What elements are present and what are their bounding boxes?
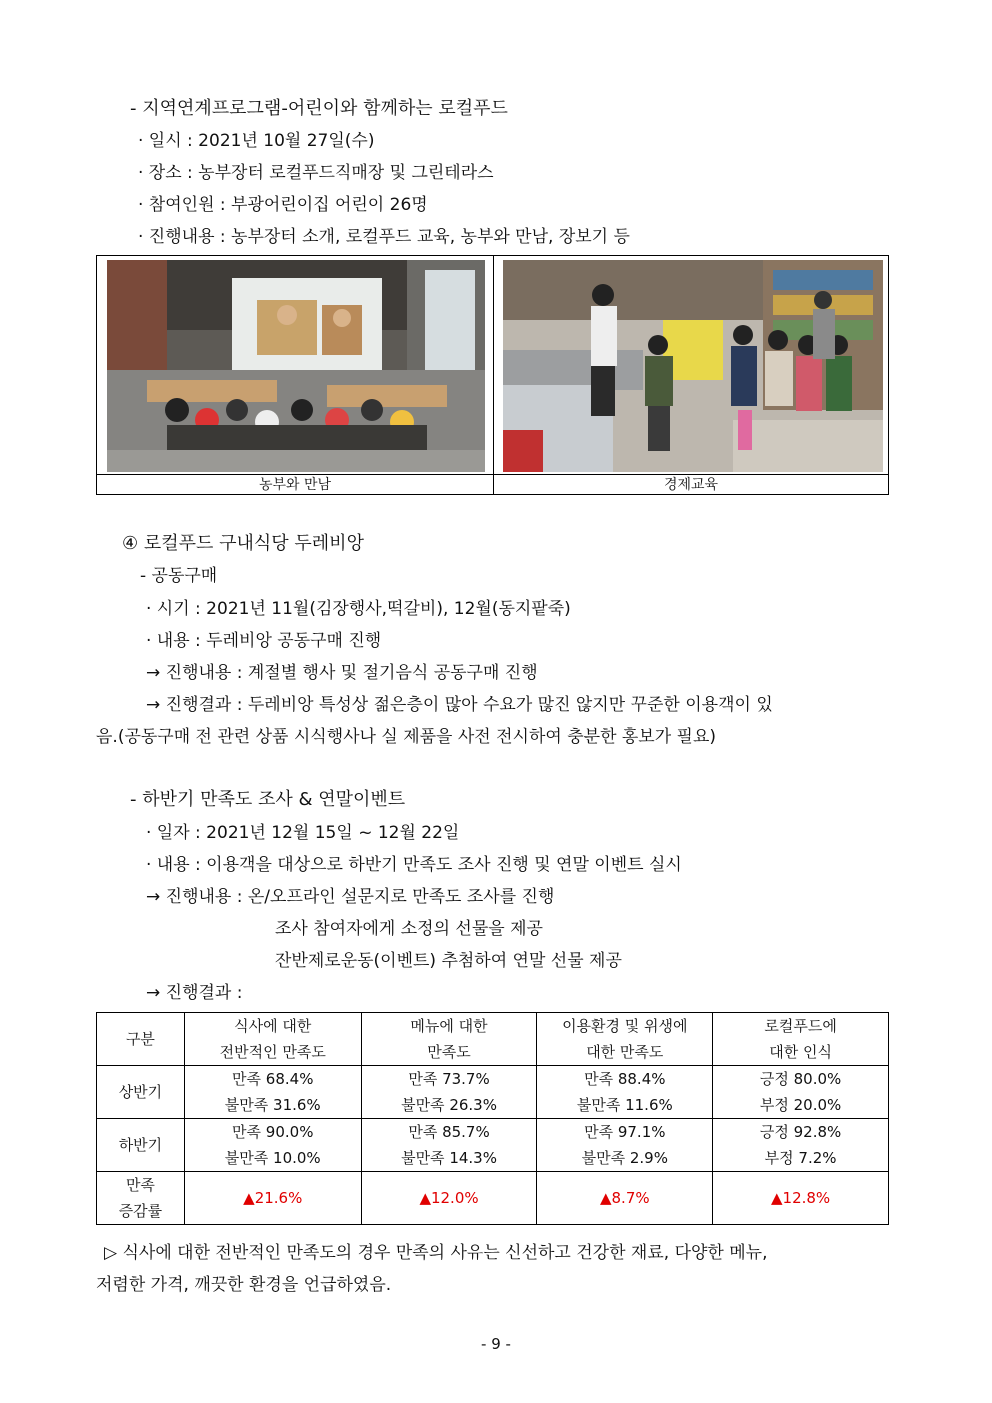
- section-heading-local-program: - 지역연계프로그램-어린이와 함께하는 로컬푸드: [130, 98, 508, 119]
- cell-line: 불만족 31.6%: [224, 1096, 321, 1114]
- info-line-period: · 시기 : 2021년 11월(김장행사,떡갈비), 12월(동지팥죽): [146, 599, 571, 619]
- cell-line: 불만족 2.9%: [581, 1149, 668, 1167]
- header-line: 식사에 대한: [234, 1017, 312, 1035]
- growth-cell: ▲12.0%: [361, 1172, 537, 1225]
- cell-line: 긍정 80.0%: [759, 1070, 842, 1088]
- photo-divider: [493, 256, 494, 494]
- table-cell: [713, 1119, 889, 1172]
- info-line-date: · 일시 : 2021년 10월 27일(수): [138, 131, 375, 151]
- table-cell: [361, 1119, 537, 1172]
- header-line: 이용환경 및 위생에: [562, 1017, 688, 1035]
- info-line-survey-progress: → 진행내용 : 온/오프라인 설문지로 만족도 조사를 진행: [146, 887, 555, 907]
- growth-cell: ▲8.7%: [537, 1172, 713, 1225]
- cell-line: 부정 7.2%: [764, 1149, 837, 1167]
- table-row: [97, 1119, 889, 1172]
- info-line-contents: · 진행내용 : 농부장터 소개, 로컬푸드 교육, 농부와 만남, 장보기 등: [138, 227, 630, 247]
- table-cell: [537, 1066, 713, 1119]
- info-line-survey-gift: 조사 참여자에게 소정의 선물을 제공: [275, 919, 543, 939]
- table-header-cell: [361, 1013, 537, 1066]
- table-cell: [361, 1066, 537, 1119]
- cell-line: 불만족 11.6%: [576, 1096, 673, 1114]
- subheading-group-buying: - 공동구매: [140, 566, 218, 586]
- row-label-second-half: [97, 1119, 185, 1172]
- growth-cell: ▲12.8%: [713, 1172, 889, 1225]
- photo-meeting-farmer: [107, 260, 485, 472]
- header-line: 전반적인 만족도: [219, 1043, 326, 1061]
- info-line-survey-content: · 내용 : 이용객을 대상으로 하반기 만족도 조사 진행 및 연말 이벤트 실시: [146, 855, 682, 875]
- cell-line: 불만족 26.3%: [401, 1096, 497, 1114]
- info-line-survey-date: · 일자 : 2021년 12월 15일 ~ 12월 22일: [146, 823, 460, 843]
- row-label-line: 만족: [125, 1176, 155, 1194]
- cell-line: 만족 68.4%: [232, 1070, 314, 1088]
- header-line: 만족도: [427, 1043, 471, 1061]
- section-heading-cafeteria: ④ 로컬푸드 구내식당 두레비앙: [122, 533, 364, 554]
- table-corner-label: 구분: [125, 1030, 155, 1048]
- info-line-survey-event: 잔반제로운동(이벤트) 추첨하여 연말 선물 제공: [275, 951, 622, 971]
- photo-economy-education-image: [503, 260, 883, 472]
- cell-line: 긍정 92.8%: [759, 1123, 842, 1141]
- row-label: 상반기: [118, 1083, 163, 1101]
- table-corner-cell: [97, 1013, 185, 1066]
- table-cell: [184, 1119, 361, 1172]
- cell-line: 부정 20.0%: [759, 1096, 842, 1114]
- cell-line: 만족 73.7%: [408, 1070, 490, 1088]
- row-label-growth: [97, 1172, 185, 1225]
- row-label: 하반기: [118, 1136, 163, 1154]
- header-line: 메뉴에 대한: [410, 1017, 488, 1035]
- info-line-participants: · 참여인원 : 부광어린이집 어린이 26명: [138, 195, 428, 215]
- table-cell: [184, 1066, 361, 1119]
- table-header-row: [97, 1013, 889, 1066]
- table-row-growth: [97, 1172, 889, 1225]
- growth-cell: ▲21.6%: [184, 1172, 361, 1225]
- photo-economy-education: [503, 260, 883, 472]
- note-line-2: 저렴한 가격, 깨끗한 환경을 언급하였음.: [96, 1275, 392, 1295]
- info-line-progress: → 진행내용 : 계절별 행사 및 절기음식 공동구매 진행: [146, 663, 538, 683]
- photo-caption-left: 농부와 만남: [97, 474, 493, 495]
- table-row: [97, 1066, 889, 1119]
- cell-line: 불만족 10.0%: [224, 1149, 321, 1167]
- photo-meeting-farmer-image: [107, 260, 485, 472]
- info-line-content: · 내용 : 두레비앙 공동구매 진행: [146, 631, 382, 651]
- header-line: 대한 인식: [769, 1043, 832, 1061]
- satisfaction-table: [96, 1012, 889, 1225]
- info-line-result: → 진행결과 : 두레비앙 특성상 젊은층이 많아 수요가 많진 않지만 꾸준한 이용객이 있: [146, 695, 773, 715]
- photo-caption-right: 경제교육: [494, 474, 888, 495]
- cell-line: 만족 97.1%: [584, 1123, 666, 1141]
- header-line: 대한 만족도: [586, 1043, 664, 1061]
- section-heading-survey: - 하반기 만족도 조사 & 연말이벤트: [130, 789, 406, 810]
- cell-line: 불만족 14.3%: [401, 1149, 497, 1167]
- table-header-cell: [537, 1013, 713, 1066]
- table-header-cell: [713, 1013, 889, 1066]
- page-number: - 9 -: [481, 1335, 511, 1353]
- cell-line: 만족 88.4%: [584, 1070, 666, 1088]
- row-label-line: 증감률: [118, 1202, 163, 1220]
- table-cell: [537, 1119, 713, 1172]
- info-line-survey-result: → 진행결과 :: [146, 983, 243, 1003]
- photo-table: [96, 255, 889, 495]
- table-cell: [713, 1066, 889, 1119]
- cell-line: 만족 85.7%: [408, 1123, 490, 1141]
- cell-line: 만족 90.0%: [232, 1123, 314, 1141]
- header-line: 로컬푸드에: [764, 1017, 837, 1035]
- info-line-result-cont: 음.(공동구매 전 관련 상품 시식행사나 실 제품을 사전 전시하여 충분한 홍보가 필요): [96, 727, 717, 747]
- info-line-place: · 장소 : 농부장터 로컬푸드직매장 및 그린테라스: [138, 163, 494, 183]
- table-header-cell: [184, 1013, 361, 1066]
- row-label-first-half: [97, 1066, 185, 1119]
- note-line-1: ▷ 식사에 대한 전반적인 만족도의 경우 만족의 사유는 신선하고 건강한 재료, 다양한 메뉴,: [104, 1243, 768, 1263]
